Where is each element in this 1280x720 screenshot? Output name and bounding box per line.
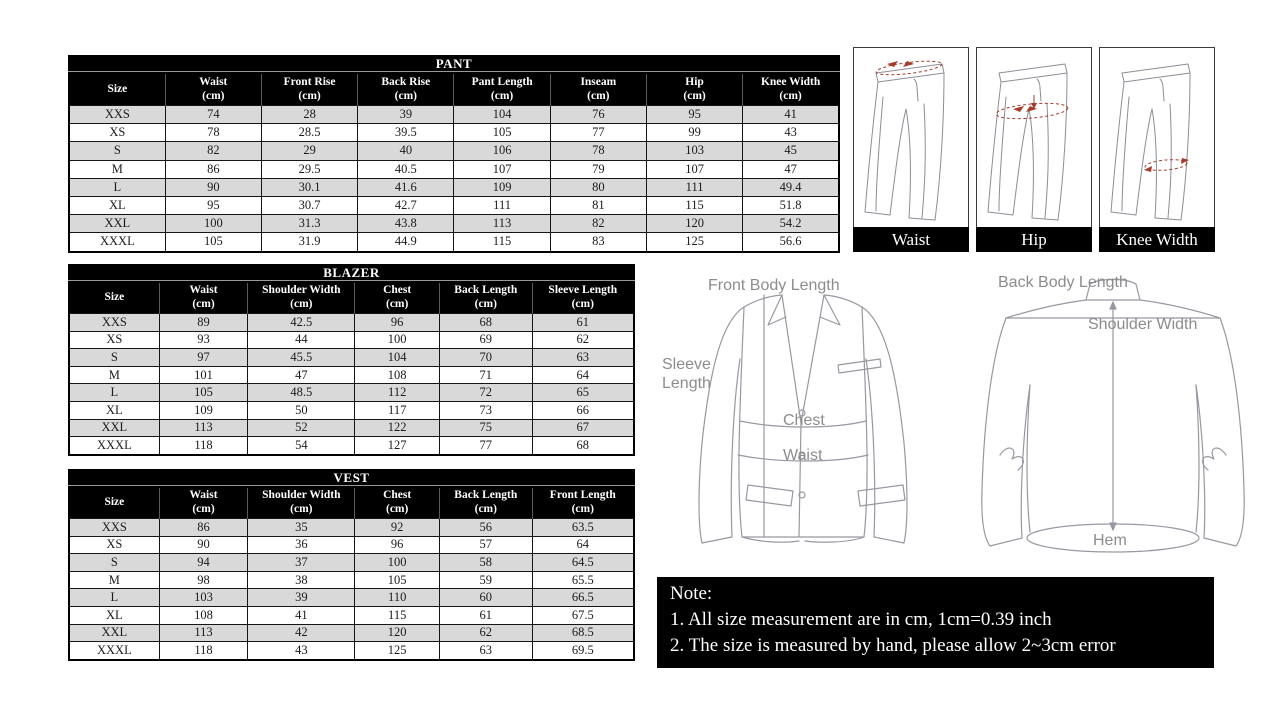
table-cell: 118 [159, 642, 248, 660]
table-cell: 77 [550, 124, 646, 142]
note-line-2: 2. The size is measured by hand, please allow 2~3cm error [670, 635, 1116, 656]
column-header: Waist (cm) [159, 282, 248, 314]
table-cell: 109 [454, 178, 550, 196]
table-row [69, 589, 634, 607]
column-header: Hip (cm) [646, 73, 742, 106]
table-cell: M [69, 160, 165, 178]
table-row [69, 519, 634, 537]
table-cell: 80 [550, 178, 646, 196]
hip-label: Hip [976, 227, 1092, 252]
table-cell: 73 [440, 401, 533, 419]
table-row [69, 384, 634, 402]
table-cell: 92 [355, 519, 440, 537]
table-cell: 105 [355, 571, 440, 589]
table-cell: XXS [69, 106, 165, 124]
table-cell: 113 [159, 624, 248, 642]
pant-size-table [68, 55, 840, 253]
table-cell: 125 [355, 642, 440, 660]
table-cell: 54 [248, 437, 355, 455]
table-cell: 89 [159, 314, 248, 332]
table-cell: 86 [159, 519, 248, 537]
table-cell: 96 [355, 536, 440, 554]
table-cell: 36 [248, 536, 355, 554]
table-cell: 68 [440, 314, 533, 332]
vest-table-title: VEST [68, 469, 635, 486]
table-cell: XXS [69, 314, 159, 332]
table-cell: 39 [358, 106, 454, 124]
table-cell: 52 [248, 419, 355, 437]
column-header: Shoulder Width (cm) [248, 282, 355, 314]
column-header: Chest (cm) [355, 487, 440, 519]
column-header: Waist (cm) [165, 73, 261, 106]
table-cell: 72 [440, 384, 533, 402]
table-row [69, 571, 634, 589]
table-cell: 115 [355, 606, 440, 624]
table-cell: 64 [532, 366, 634, 384]
column-header: Sleeve Length (cm) [532, 282, 634, 314]
note-line-1: 1. All size measurement are in cm, 1cm=0.39 inch [670, 609, 1052, 630]
table-cell: 127 [355, 437, 440, 455]
table-cell: 40.5 [358, 160, 454, 178]
table-cell: 107 [454, 160, 550, 178]
table-cell: 40 [358, 142, 454, 160]
table-cell: 122 [355, 419, 440, 437]
table-cell: 43 [248, 642, 355, 660]
table-cell: S [69, 349, 159, 367]
table-cell: 78 [550, 142, 646, 160]
table-cell: 86 [165, 160, 261, 178]
table-cell: 61 [440, 606, 533, 624]
table-cell: L [69, 384, 159, 402]
table-cell: 90 [165, 178, 261, 196]
table-cell: 65 [532, 384, 634, 402]
table-row [69, 606, 634, 624]
table-cell: 99 [646, 124, 742, 142]
table-cell: 104 [454, 106, 550, 124]
table-cell: 105 [454, 124, 550, 142]
table-cell: 51.8 [743, 196, 839, 214]
jacket-diagram-area [650, 265, 1280, 573]
table-cell: 66.5 [532, 589, 634, 607]
sleeve-length-label: Sleeve Length [662, 356, 711, 393]
pant-drawing [854, 49, 968, 227]
table-cell: 38 [248, 571, 355, 589]
table-cell: 77 [440, 437, 533, 455]
table-cell: 56.6 [743, 233, 839, 252]
table-cell: 47 [248, 366, 355, 384]
table-cell: XXL [69, 624, 159, 642]
table-cell: 78 [165, 124, 261, 142]
table-cell: XXL [69, 215, 165, 233]
table-cell: S [69, 142, 165, 160]
table-cell: 41 [248, 606, 355, 624]
table-cell: 61 [532, 314, 634, 332]
column-header: Size [69, 282, 159, 314]
table-cell: 29 [261, 142, 357, 160]
vest-size-table [68, 469, 635, 661]
table-cell: XL [69, 196, 165, 214]
pant-knee-width-diagram [1099, 47, 1215, 252]
pant-drawing [1100, 49, 1214, 227]
table-cell: 58 [440, 554, 533, 572]
chest-label: Chest [783, 412, 825, 429]
table-cell: 28 [261, 106, 357, 124]
table-cell: 115 [454, 233, 550, 252]
table-cell: 64 [532, 536, 634, 554]
table-cell: 62 [440, 624, 533, 642]
table-cell: 31.3 [261, 215, 357, 233]
table-cell: XXS [69, 519, 159, 537]
table-cell: 64.5 [532, 554, 634, 572]
table-cell: 28.5 [261, 124, 357, 142]
table-row [69, 124, 839, 142]
table-cell: 107 [646, 160, 742, 178]
note-title: Note: [670, 583, 713, 604]
table-cell: 109 [159, 401, 248, 419]
table-cell: 95 [165, 196, 261, 214]
shoulder-width-label: Shoulder Width [1088, 316, 1198, 333]
table-cell: XXXL [69, 642, 159, 660]
table-cell: 93 [159, 331, 248, 349]
table-cell: 110 [355, 589, 440, 607]
table-row [69, 536, 634, 554]
table-cell: 65.5 [532, 571, 634, 589]
table-cell: 60 [440, 589, 533, 607]
table-cell: 105 [165, 233, 261, 252]
table-cell: 120 [355, 624, 440, 642]
table-cell: 118 [159, 437, 248, 455]
table-cell: 39.5 [358, 124, 454, 142]
table-cell: 111 [454, 196, 550, 214]
table-cell: 67 [532, 419, 634, 437]
front-body-length-label: Front Body Length [708, 277, 840, 294]
table-cell: 81 [550, 196, 646, 214]
column-header: Pant Length (cm) [454, 73, 550, 106]
table-cell: 42 [248, 624, 355, 642]
column-header: Back Length (cm) [440, 487, 533, 519]
table-cell: 69.5 [532, 642, 634, 660]
column-header: Inseam (cm) [550, 73, 646, 106]
table-cell: XXXL [69, 437, 159, 455]
table-cell: 117 [355, 401, 440, 419]
table-row [69, 349, 634, 367]
table-cell: 101 [159, 366, 248, 384]
table-row [69, 419, 634, 437]
table-cell: 50 [248, 401, 355, 419]
table-cell: 120 [646, 215, 742, 233]
table-cell: 57 [440, 536, 533, 554]
table-cell: 82 [550, 215, 646, 233]
table-header-row [69, 487, 634, 519]
table-row [69, 554, 634, 572]
waist-label: Waist [783, 447, 823, 464]
table-cell: 108 [159, 606, 248, 624]
table-cell: 41.6 [358, 178, 454, 196]
table-cell: 31.9 [261, 233, 357, 252]
table-cell: 63.5 [532, 519, 634, 537]
column-header: Back Length (cm) [440, 282, 533, 314]
table-cell: 59 [440, 571, 533, 589]
vest-table [68, 486, 635, 661]
table-cell: L [69, 589, 159, 607]
table-cell: 100 [355, 554, 440, 572]
table-cell: 105 [159, 384, 248, 402]
table-cell: 70 [440, 349, 533, 367]
table-cell: XL [69, 606, 159, 624]
table-cell: 68 [532, 437, 634, 455]
table-cell: 44.9 [358, 233, 454, 252]
table-cell: 54.2 [743, 215, 839, 233]
table-row [69, 624, 634, 642]
table-cell: 63 [440, 642, 533, 660]
table-cell: 67.5 [532, 606, 634, 624]
blazer-table-title: BLAZER [68, 264, 635, 281]
table-cell: 62 [532, 331, 634, 349]
table-row [69, 160, 839, 178]
table-cell: S [69, 554, 159, 572]
table-cell: 63 [532, 349, 634, 367]
table-cell: 96 [355, 314, 440, 332]
table-cell: 113 [454, 215, 550, 233]
table-cell: 111 [646, 178, 742, 196]
pant-table-title: PANT [68, 55, 840, 72]
table-cell: 79 [550, 160, 646, 178]
table-row [69, 366, 634, 384]
table-cell: 42.7 [358, 196, 454, 214]
table-cell: 68.5 [532, 624, 634, 642]
table-cell: 37 [248, 554, 355, 572]
column-header: Size [69, 73, 165, 106]
pant-table [68, 72, 840, 253]
table-cell: 94 [159, 554, 248, 572]
table-cell: 100 [165, 215, 261, 233]
table-row [69, 401, 634, 419]
table-cell: XXL [69, 419, 159, 437]
table-cell: 71 [440, 366, 533, 384]
table-row [69, 106, 839, 124]
column-header: Knee Width (cm) [743, 73, 839, 106]
table-cell: 97 [159, 349, 248, 367]
table-cell: 47 [743, 160, 839, 178]
pant-drawing [977, 49, 1091, 227]
table-cell: 76 [550, 106, 646, 124]
table-cell: 45 [743, 142, 839, 160]
table-cell: XS [69, 124, 165, 142]
table-cell: M [69, 366, 159, 384]
table-cell: XXXL [69, 233, 165, 252]
table-cell: 113 [159, 419, 248, 437]
blazer-table [68, 281, 635, 456]
table-row [69, 331, 634, 349]
pant-waist-diagram [853, 47, 969, 252]
table-cell: 108 [355, 366, 440, 384]
column-header: Front Rise (cm) [261, 73, 357, 106]
column-header: Front Length (cm) [532, 487, 634, 519]
column-header: Back Rise (cm) [358, 73, 454, 106]
table-row [69, 437, 634, 455]
table-cell: XS [69, 536, 159, 554]
table-row [69, 142, 839, 160]
table-cell: 42.5 [248, 314, 355, 332]
table-cell: 115 [646, 196, 742, 214]
table-cell: 75 [440, 419, 533, 437]
knee-measure-arrow [1144, 158, 1189, 172]
note-box [657, 577, 1214, 668]
table-cell: 30.7 [261, 196, 357, 214]
table-cell: 112 [355, 384, 440, 402]
table-cell: 48.5 [248, 384, 355, 402]
hem-label: Hem [1093, 532, 1127, 549]
table-cell: 49.4 [743, 178, 839, 196]
blazer-size-table [68, 264, 635, 456]
table-header-row [69, 282, 634, 314]
knee-width-label: Knee Width [1099, 227, 1215, 252]
table-cell: 69 [440, 331, 533, 349]
table-cell: 100 [355, 331, 440, 349]
table-cell: 39 [248, 589, 355, 607]
table-cell: XS [69, 331, 159, 349]
table-cell: 66 [532, 401, 634, 419]
column-header: Shoulder Width (cm) [248, 487, 355, 519]
waist-label: Waist [853, 227, 969, 252]
table-row [69, 196, 839, 214]
table-cell: 83 [550, 233, 646, 252]
table-cell: 44 [248, 331, 355, 349]
table-cell: 90 [159, 536, 248, 554]
table-row [69, 215, 839, 233]
table-row [69, 178, 839, 196]
column-header: Size [69, 487, 159, 519]
table-cell: 125 [646, 233, 742, 252]
table-cell: 95 [646, 106, 742, 124]
table-cell: 106 [454, 142, 550, 160]
table-row [69, 233, 839, 252]
table-cell: 43.8 [358, 215, 454, 233]
table-cell: 74 [165, 106, 261, 124]
table-cell: XL [69, 401, 159, 419]
table-cell: 35 [248, 519, 355, 537]
table-row [69, 314, 634, 332]
table-cell: 103 [646, 142, 742, 160]
table-cell: L [69, 178, 165, 196]
table-cell: 43 [743, 124, 839, 142]
table-cell: 41 [743, 106, 839, 124]
table-cell: 98 [159, 571, 248, 589]
table-cell: 30.1 [261, 178, 357, 196]
table-header-row [69, 73, 839, 106]
table-cell: 29.5 [261, 160, 357, 178]
table-cell: 45.5 [248, 349, 355, 367]
column-header: Chest (cm) [355, 282, 440, 314]
table-cell: 103 [159, 589, 248, 607]
table-cell: 56 [440, 519, 533, 537]
pant-hip-diagram [976, 47, 1092, 252]
table-row [69, 642, 634, 660]
table-cell: M [69, 571, 159, 589]
hip-measure-arrow [996, 95, 1069, 121]
back-body-length-label: Back Body Length [998, 274, 1128, 291]
column-header: Waist (cm) [159, 487, 248, 519]
table-cell: 104 [355, 349, 440, 367]
table-cell: 82 [165, 142, 261, 160]
